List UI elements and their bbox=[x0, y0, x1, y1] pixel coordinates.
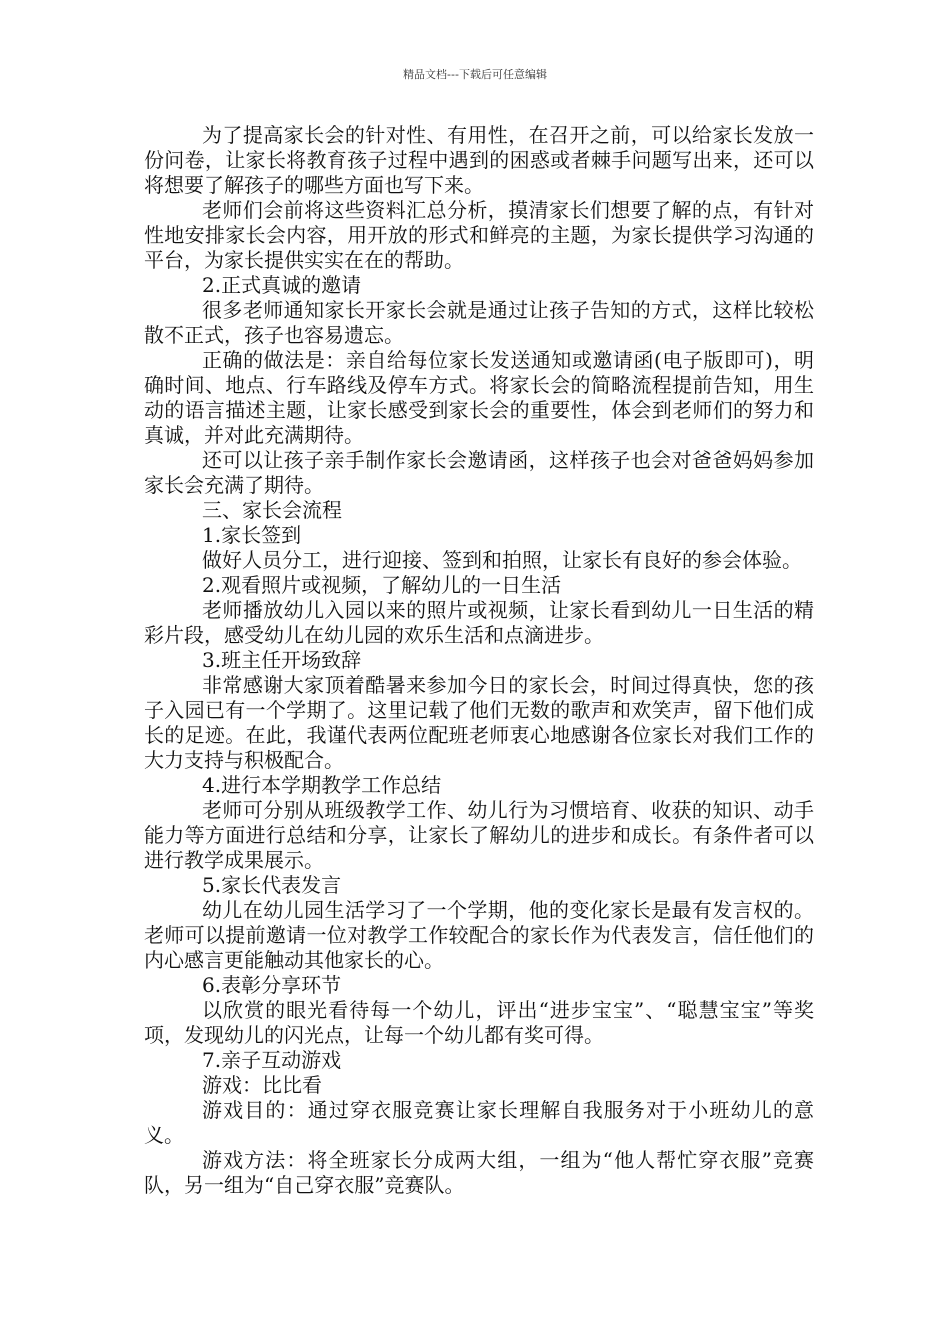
paragraph: 还可以让孩子亲手制作家长会邀请函，这样孩子也会对爸爸妈妈参加家长会充满了期待。 bbox=[144, 448, 814, 497]
section-heading: 7.亲子互动游戏 bbox=[202, 1048, 342, 1072]
paragraph: 老师们会前将这些资料汇总分析，摸清家长们想要了解的点，有针对性地安排家长会内容，用开放的形式和鲜亮的主题，为家长提供学习沟通的平台，为家长提供实实在在的帮助。 bbox=[144, 198, 814, 272]
section-heading: 6.表彰分享环节 bbox=[202, 973, 342, 997]
paragraph: 幼儿在幼儿园生活学习了一个学期，他的变化家长是最有发言权的。老师可以提前邀请一位对教学工作较配合的家长作为代表发言，信任他们的内心感言更能触动其他家长的心。 bbox=[144, 898, 814, 972]
document-body bbox=[144, 123, 814, 1198]
section-heading: 4.进行本学期教学工作总结 bbox=[202, 773, 442, 797]
paragraph: 老师可分别从班级教学工作、幼儿行为习惯培育、收获的知识、动手能力等方面进行总结和分享，让家长了解幼儿的进步和成长。有条件者可以进行教学成果展示。 bbox=[144, 798, 814, 872]
paragraph: 为了提高家长会的针对性、有用性，在召开之前，可以给家长发放一份问卷，让家长将教育孩子过程中遇到的困惑或者棘手问题写出来，还可以将想要了解孩子的哪些方面也写下来。 bbox=[144, 123, 814, 197]
page-header: 精品文档---下载后可任意编辑 bbox=[403, 68, 547, 81]
paragraph: 以欣赏的眼光看待每一个幼儿，评出“进步宝宝”、“聪慧宝宝”等奖项，发现幼儿的闪光点，让每一个幼儿都有奖可得。 bbox=[144, 998, 814, 1047]
paragraph: 游戏目的：通过穿衣服竞赛让家长理解自我服务对于小班幼儿的意义。 bbox=[144, 1098, 814, 1147]
section-heading: 1.家长签到 bbox=[202, 523, 302, 547]
section-heading: 三、家长会流程 bbox=[202, 498, 342, 522]
paragraph: 非常感谢大家顶着酷暑来参加今日的家长会，时间过得真快，您的孩子入园已有一个学期了。这里记载了他们无数的歌声和欢笑声，留下他们成长的足迹。在此，我谨代表两位配班老师衷心地感谢各位家长对我们工作的大力支持与积极配合。 bbox=[144, 673, 814, 772]
paragraph: 做好人员分工，进行迎接、签到和拍照，让家长有良好的参会体验。 bbox=[202, 548, 802, 572]
paragraph: 老师播放幼儿入园以来的照片或视频，让家长看到幼儿一日生活的精彩片段，感受幼儿在幼儿园的欢乐生活和点滴进步。 bbox=[144, 598, 814, 647]
paragraph: 游戏方法：将全班家长分成两大组，一组为“他人帮忙穿衣服”竞赛队，另一组为“自己穿衣服”竞赛队。 bbox=[144, 1148, 814, 1197]
section-heading: 2.正式真诚的邀请 bbox=[202, 273, 362, 297]
section-heading: 2.观看照片或视频，了解幼儿的一日生活 bbox=[202, 573, 562, 597]
paragraph: 游戏：比比看 bbox=[202, 1073, 322, 1097]
section-heading: 5.家长代表发言 bbox=[202, 873, 342, 897]
section-heading: 3.班主任开场致辞 bbox=[202, 648, 362, 672]
paragraph: 正确的做法是：亲自给每位家长发送通知或邀请函(电子版即可)，明确时间、地点、行车路线及停车方式。将家长会的简略流程提前告知，用生动的语言描述主题，让家长感受到家长会的重要性，体会到老师们的努力和真诚，并对此充满期待。 bbox=[144, 348, 814, 447]
paragraph: 很多老师通知家长开家长会就是通过让孩子告知的方式，这样比较松散不正式，孩子也容易遗忘。 bbox=[144, 298, 814, 347]
